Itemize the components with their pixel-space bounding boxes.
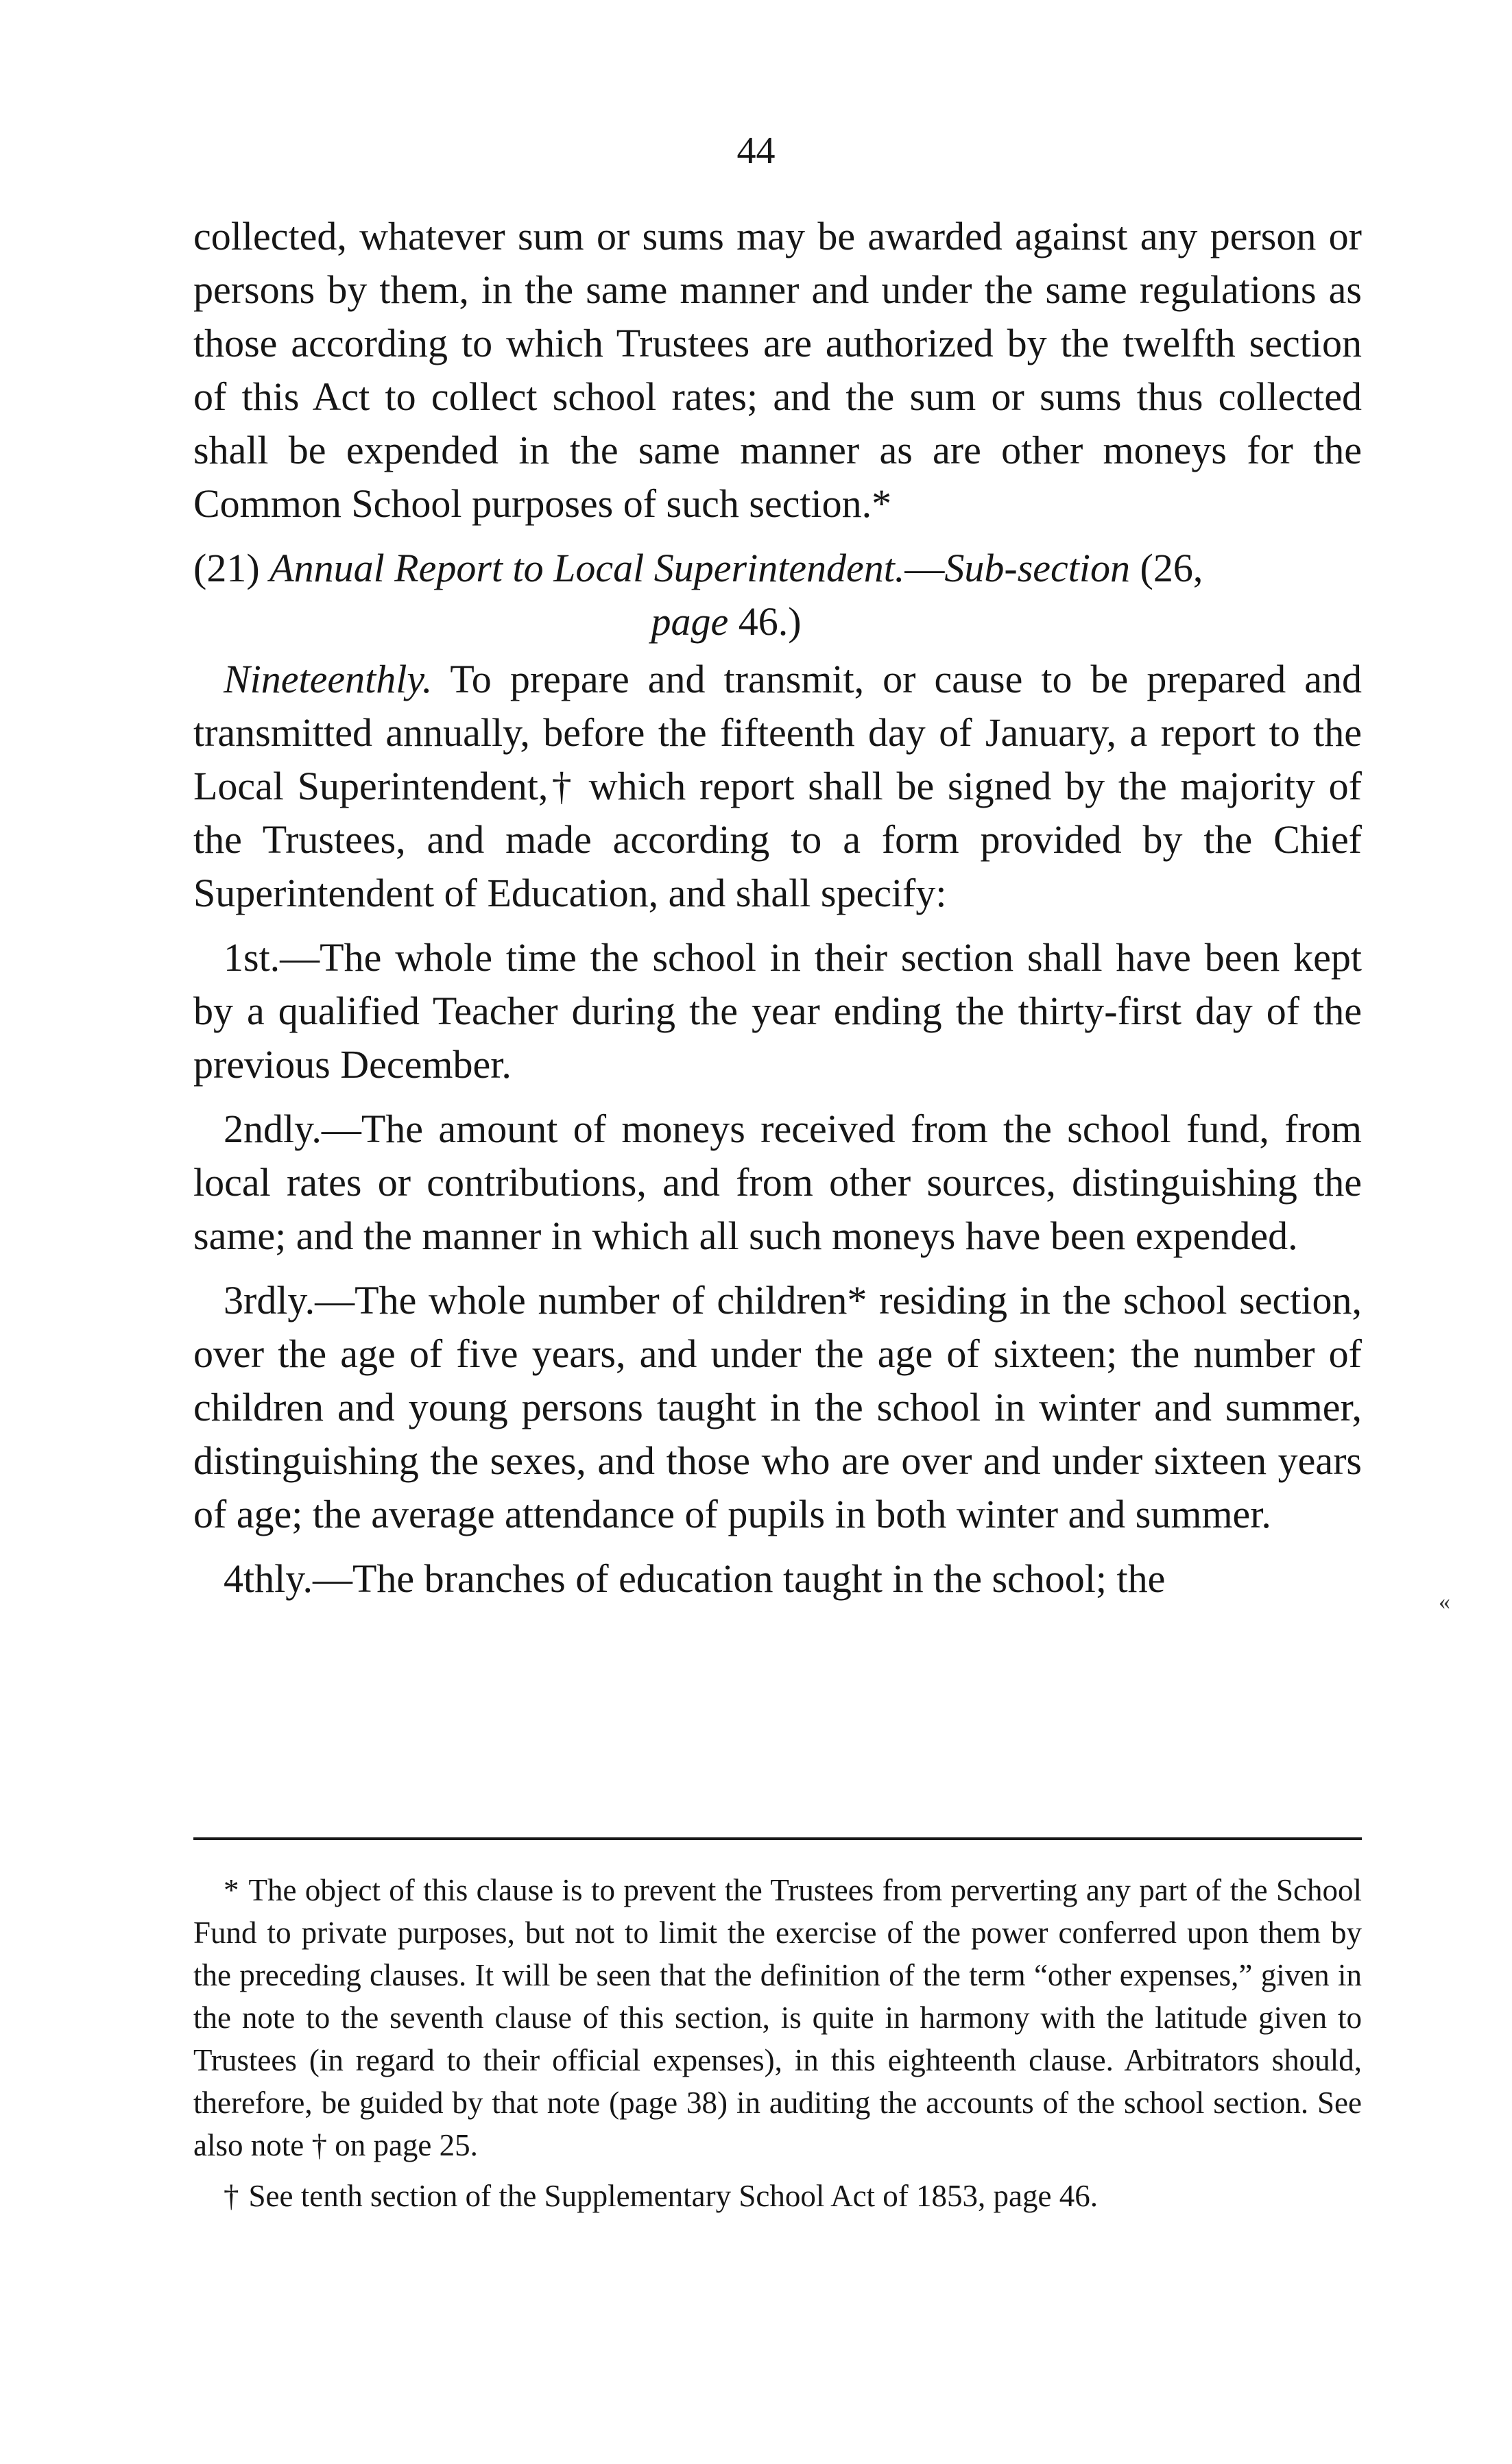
paragraph-continuation: collected, whatever sum or sums may be awarded against any person or persons by them, in the same manner and under the same regulations as those according to which Trustees are authorized by the twelfth section of this Act to collect school rates; and the sum or sums thus collected shall be expended in the same manner as are other moneys for the Common School purposes of such section.* (193, 214, 1362, 526)
paragraph-fourth: 4thly.—The branches of education taught in the school; the (224, 1556, 1166, 1601)
footnote-dagger-text: See tenth section of the Supplementary School Act of 1853, page 46. (248, 2179, 1098, 2213)
footnote-asterisk (193, 1869, 1362, 2166)
footnote-dagger-marker: † (224, 2179, 239, 2213)
heading-subsection: Sub-section (944, 546, 1131, 590)
footnote-dagger (193, 2175, 1362, 2217)
body-text (193, 210, 1362, 1617)
paragraph-first: 1st.—The whole time the school in their section shall have been kept by a qualified Teacher during the year ending the thirty-first day of the previous December. (193, 935, 1362, 1087)
heading-number: (21) (193, 546, 270, 590)
section-heading (193, 542, 1362, 649)
page-number: 44 (736, 130, 776, 172)
heading-page-num: 46.) (728, 599, 802, 644)
footnote-asterisk-marker: * (224, 1873, 239, 1907)
footnote-rule (193, 1837, 1362, 1840)
paragraph-nineteenthly (193, 653, 1362, 920)
paragraph-nineteenthly-text: To prepare and transmit, or cause to be prepared and transmitted annually, before the fifteenth day of January, a report to the Local Superintendent,† which report shall be signed by the majority of the Trustees, and made according to a form provided by the Chief Superintendent of Education, and shall specify: (193, 657, 1362, 915)
footnote-asterisk-text: The object of this clause is to prevent the Trustees from perverting any part of the School Fund to private purposes, but not to limit the exercise of the power conferred upon them by the preceding clauses. It will be seen that the definition of the term “other expenses,” given in the note to the seventh clause of this section, is quite in harmony with the latitude given to Trustees (in regard to their official expenses), in this eighteenth clause. Arbitrators should, therefore, be guided by that note (page 38) in auditing the accounts of the school section. See also note † on page 25. (193, 1873, 1362, 2162)
heading-ref-open: (26, (1130, 546, 1203, 590)
paragraph-third: 3rdly.—The whole number of children* residing in the school section, over the age of five years, and under the age of sixteen; the number of children and young persons taught in the school in winter and summer, distinguishing the sexes, and those who are over and under sixteen years of age; the average attendance of pupils in both winter and summer. (193, 1278, 1362, 1536)
heading-dash: — (904, 546, 945, 590)
heading-title: Annual Report to Local Superintendent. (269, 546, 905, 590)
margin-mark: « (1439, 1589, 1450, 1615)
paragraph-lead: Nineteenthly. (224, 657, 433, 701)
footnotes (193, 1869, 1362, 2225)
paragraph-second: 2ndly.—The amount of moneys received from the school fund, from local rates or contributions, and from other sources, distinguishing the same; and the manner in which all such moneys have been expended. (193, 1107, 1362, 1258)
heading-page-word: page (651, 599, 729, 644)
